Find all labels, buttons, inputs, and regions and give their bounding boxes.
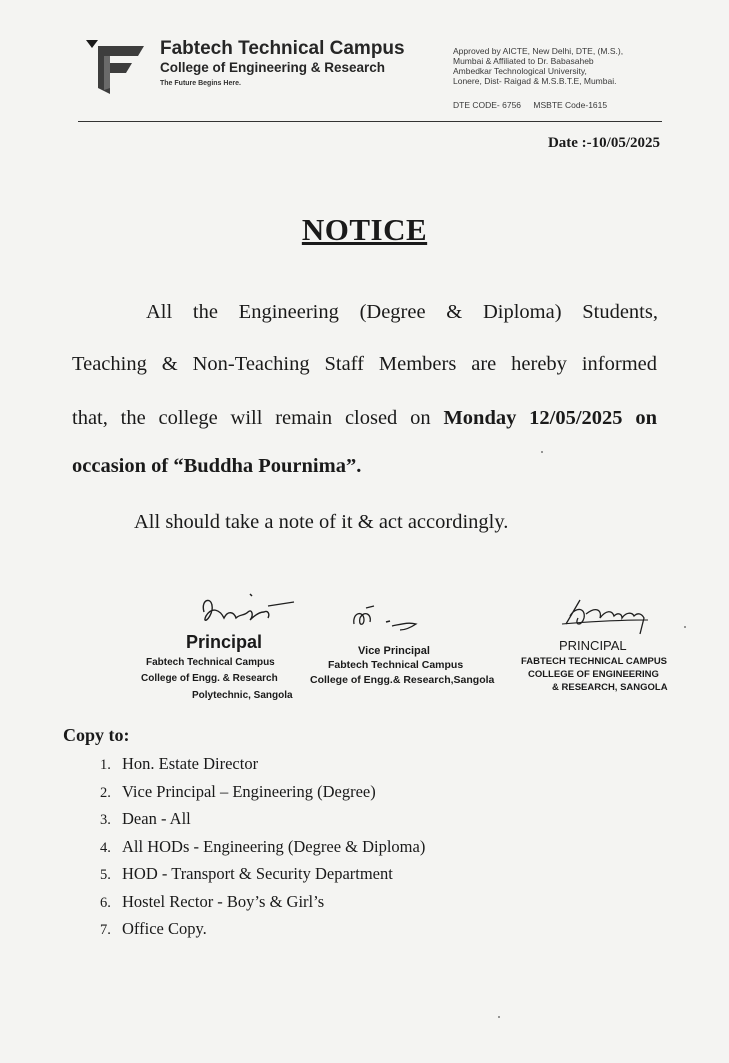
vice-principal-stamp-line: Fabtech Technical Campus [328,659,464,671]
approval-line: Lonere, Dist- Raigad & M.S.B.T.E, Mumbai. [453,76,617,86]
body-line-3-text: that, the college will remain closed on [72,407,444,429]
closure-date: Monday 12/05/2025 on [443,407,657,429]
copy-to-heading: Copy to: [63,725,130,745]
college-name: College of Engineering & Research [160,60,386,75]
list-item-text: HOD - Transport & Security Department [122,864,393,883]
notice-date: Date :-10/05/2025 [547,135,660,151]
notice-title: NOTICE [301,212,428,247]
list-item [100,779,425,807]
closing-line: All should take a note of it & act accordingly. [134,511,509,533]
msbte-code: MSBTE Code-1615 [533,100,608,110]
dte-code: DTE CODE- 6756 [453,100,522,110]
vice-principal-stamp-line: College of Engg.& Research,Sangola [310,674,495,686]
copy-to-list [100,751,425,944]
scan-speck [684,626,686,628]
institution-name: Fabtech Technical Campus [160,38,405,59]
list-item [100,861,425,889]
vice-principal-stamp-title: Vice Principal [358,645,430,657]
list-item-text: Vice Principal – Engineering (Degree) [122,781,376,801]
scan-speck [541,451,543,453]
list-item-text: Dean - All [122,809,191,828]
approval-line: Mumbai & Affiliated to Dr. Babasaheb [453,56,594,66]
principal-right-stamp-line: FABTECH TECHNICAL CAMPUS [521,656,668,667]
list-item [100,834,425,862]
list-item-text: Office Copy. [122,919,207,938]
list-item-number: 1. [100,757,111,773]
body-line-1: All the Engineering (Degree & Diploma) Students, [146,301,658,323]
institution-codes [453,100,607,110]
principal-right-stamp-line: & RESEARCH, SANGOLA [552,682,668,693]
list-item-number: 5. [100,867,111,883]
body-line-2: Teaching & Non-Teaching Staff Members are hereby informed [72,353,657,375]
list-item [100,916,425,944]
body-line-4: occasion of “Buddha Pournima”. [72,455,362,477]
principal-stamp-line: Fabtech Technical Campus [146,657,275,668]
list-item-text: Hon. Estate Director [122,754,259,773]
principal-right-signature-icon [556,596,656,636]
scan-speck [498,1016,500,1018]
principal-right-stamp-line: COLLEGE OF ENGINEERING [528,669,659,680]
vice-principal-signature-icon [346,602,436,636]
list-item-number: 2. [100,784,111,801]
approval-text [453,46,675,86]
list-item-number: 6. [100,894,111,911]
list-item-number: 7. [100,922,111,938]
list-item-number: 3. [100,812,111,828]
list-item [100,806,425,834]
list-item-text: All HODs - Engineering (Degree & Diploma) [122,836,426,856]
principal-stamp-title: Principal [186,632,263,652]
college-logo-icon [84,36,152,96]
principal-right-stamp-title: PRINCIPAL [559,638,627,653]
tagline: The Future Begins Here. [160,80,241,87]
list-item-number: 4. [100,839,111,856]
approval-line: Approved by AICTE, New Delhi, DTE, (M.S.), [453,46,624,56]
list-item-text: Hostel Rector - Boy’s & Girl’s [122,891,325,911]
principal-signature-icon [190,590,300,634]
principal-stamp-line: Polytechnic, Sangola [192,690,293,701]
body-line-3 [72,407,657,430]
list-item [100,889,425,917]
approval-line: Ambedkar Technological University, [453,66,587,76]
header-divider [78,121,662,122]
list-item [100,751,425,779]
principal-stamp-line: College of Engg. & Research [141,673,278,684]
